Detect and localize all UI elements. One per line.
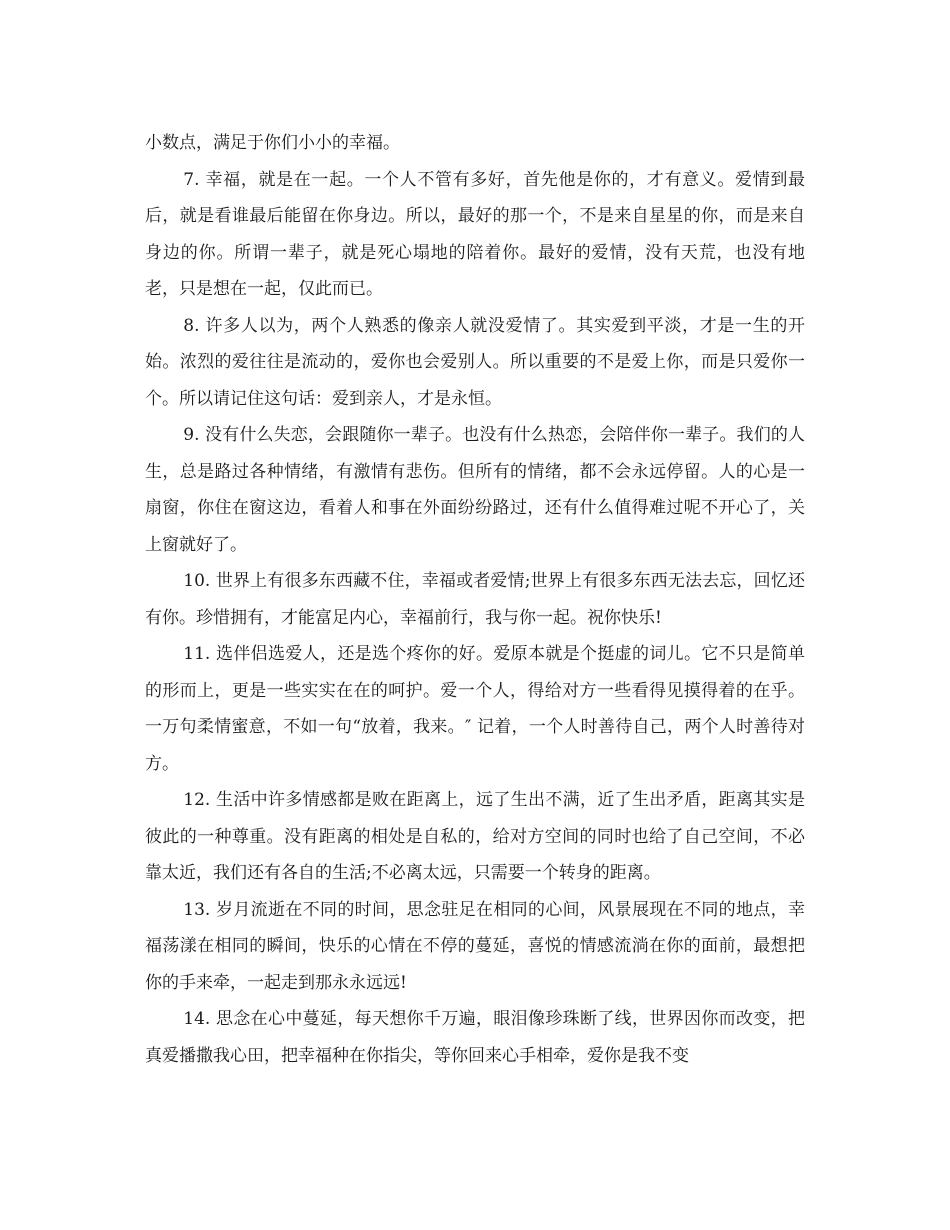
paragraph-14: 14. 思念在心中蔓延，每天想你千万遍，眼泪像珍珠断了线，世界因你而改变，把真爱播撒我心田，把幸福种在你指尖，等你回来心手相牵，爱你是我不变 <box>145 1009 805 1066</box>
paragraph-12: 12. 生活中许多情感都是败在距离上，远了生出不满，近了生出矛盾，距离其实是彼此的一种尊重。没有距离的相处是自私的，给对方空间的同时也给了自己空间，不必靠太近，我们还有各自的生活;不必离太远，只需要一个转身的距离。 <box>145 790 805 883</box>
paragraph-7: 7. 幸福，就是在一起。一个人不管有多好，首先他是你的，才有意义。爱情到最后，就是看谁最后能留在你身边。所以，最好的那一个，不是来自星星的你，而是来自身边的你。所谓一辈子，就是死心塌地的陪着你。最好的爱情，没有天荒，也没有地老，只是想在一起，仅此而已。 <box>145 169 805 299</box>
paragraph-11: 11. 选伴侣选爱人，还是选个疼你的好。爱原本就是个挺虚的词儿。它不只是简单的形而上，更是一些实实在在的呵护。爱一个人，得给对方一些看得见摸得着的在乎。一万句柔情蜜意，不如一句“放着，我来。″ 记着，一个人时善待自己，两个人时善待对方。 <box>145 644 805 774</box>
document-body <box>145 125 805 1074</box>
paragraph-13: 13. 岁月流逝在不同的时间，思念驻足在相同的心间，风景展现在不同的地点，幸福荡漾在相同的瞬间，快乐的心情在不停的蔓延，喜悦的情感流淌在你的面前，最想把你的手来牵，一起走到那永永远远! <box>145 899 805 993</box>
paragraph-continuation: 小数点，满足于你们小小的幸福。 <box>145 133 400 153</box>
paragraph-8: 8. 许多人以为，两个人熟悉的像亲人就没爱情了。其实爱到平淡，才是一生的开始。浓烈的爱往往是流动的，爱你也会爱别人。所以重要的不是爱上你，而是只爱你一个。所以请记住这句话：爱到亲人，才是永恒。 <box>145 315 805 409</box>
paragraph-10: 10. 世界上有很多东西藏不住，幸福或者爱情;世界上有很多东西无法去忘，回忆还有你。珍惜拥有，才能富足内心，幸福前行，我与你一起。祝你快乐! <box>145 571 805 628</box>
paragraph-9: 9. 没有什么失恋，会跟随你一辈子。也没有什么热恋，会陪伴你一辈子。我们的人生，总是路过各种情绪，有激情有悲伤。但所有的情绪，都不会永远停留。人的心是一扇窗，你住在窗这边，看着人和事在外面纷纷路过，还有什么值得难过呢不开心了，关上窗就好了。 <box>145 425 805 555</box>
